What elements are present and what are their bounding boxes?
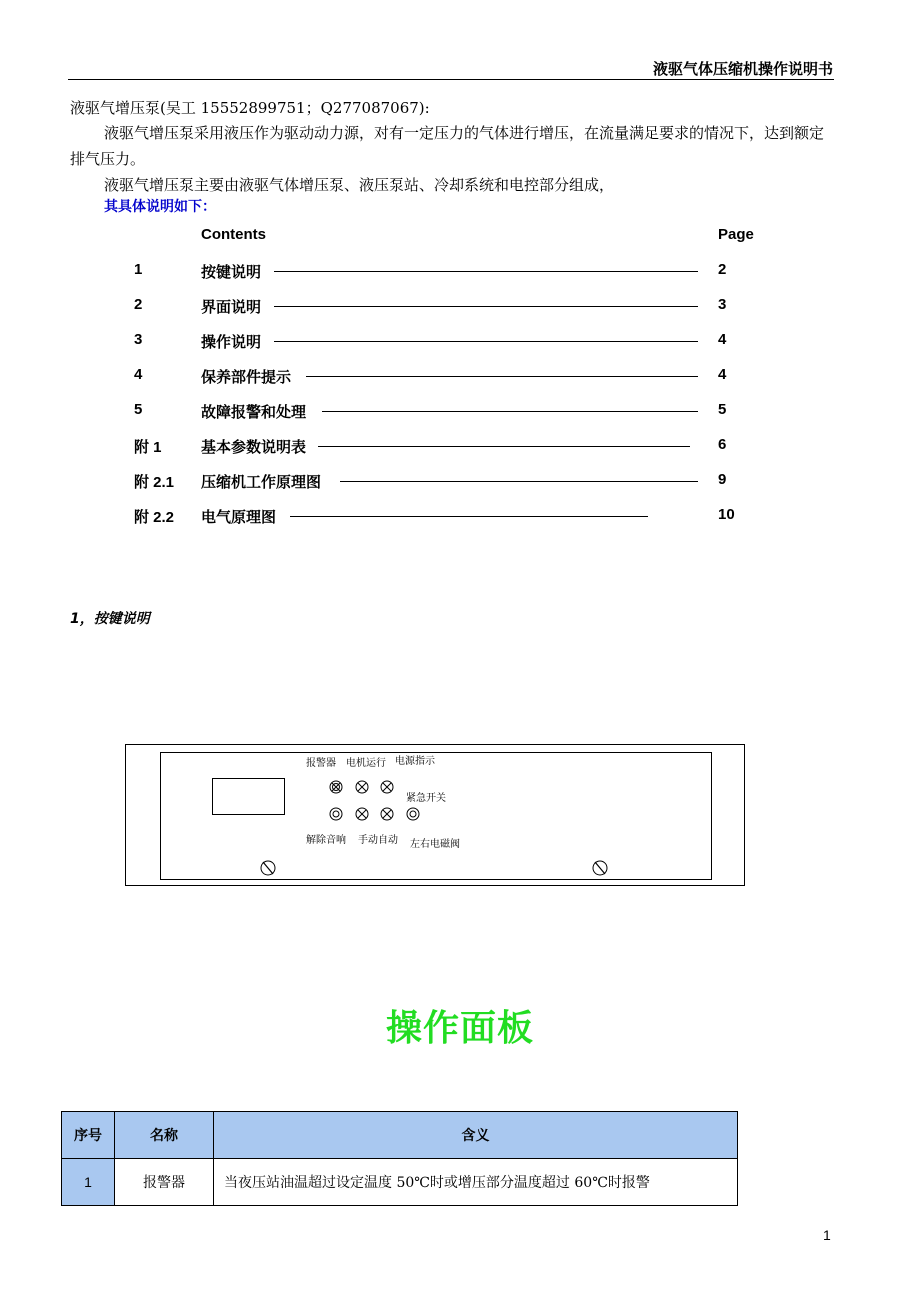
toc-row-page: 5 [718,401,727,418]
intro-line-2: 液驱气增压泵采用液压作为驱动动力源，对有一定压力的气体进行增压，在流量满足要求的情况下，达到额定排气压力。 [70,124,825,168]
panel-label-alarm: 报警器 [306,758,336,769]
toc-row-title: 操作说明 [201,333,262,351]
toc-row-page: 10 [718,506,735,523]
toc-row-page: 3 [718,296,727,313]
intro-line-4: 其具体说明如下： [104,199,216,215]
table-header-no: 序号 [62,1112,115,1159]
toc-page-label: Page [718,226,754,243]
toc-row-number: 1 [134,261,143,278]
intro-line-1: 液驱气增压泵(吴工 15552899751；Q277087067): [70,99,430,117]
toc-row-number: 2 [134,296,143,313]
table-cell-name: 报警器 [115,1159,214,1206]
toc-row-title: 按键说明 [201,263,262,281]
toc-row-title: 界面说明 [201,298,262,316]
toc-row-page: 2 [718,261,727,278]
toc-row-number: 附 1 [134,439,162,456]
toc-row-number: 附 2.1 [134,474,175,491]
panel-screw-left-icon [261,861,275,875]
toc-row-title: 故障报警和处理 [201,403,307,421]
power-lamp-icon [381,781,393,793]
page-number: 1 [823,1227,831,1243]
panel-label-power: 电源指示 [395,756,435,767]
toc-row-page: 4 [718,366,727,383]
toc-row-title: 保养部件提示 [201,368,292,386]
toc-row-title: 压缩机工作原理图 [201,473,322,491]
panel-screw-right-icon [593,861,607,875]
table-header-meaning: 含义 [214,1112,738,1159]
toc-row-title: 电气原理图 [201,508,277,526]
toc-row-page: 6 [718,436,727,453]
document-header-title: 液驱气体压缩机操作说明书 [652,60,833,78]
toc-row-number: 3 [134,331,143,348]
panel-label-manual: 手动自动 [358,835,398,846]
panel-label-valve: 左右电磁阀 [410,839,460,850]
table-row [62,1159,738,1206]
manual-auto-switch-icon[interactable] [356,808,368,820]
panel-label-motor: 电机运行 [346,758,386,769]
panel-label-mute: 解除音响 [306,835,346,846]
table-cell-meaning: 当夜压站油温超过设定温度 50℃时或增压部分温度超过 60℃时报警 [214,1159,738,1206]
emergency-stop-button-icon[interactable] [407,808,419,820]
key-legend-table [61,1111,738,1206]
toc-contents-label: Contents [201,226,266,243]
mute-button-icon[interactable] [330,808,342,820]
toc-row-title: 基本参数说明表 [201,438,307,456]
section-heading: 1，按键说明 [70,611,150,627]
table-header-row [62,1112,738,1159]
table-header-name: 名称 [115,1112,214,1159]
toc-row-number: 5 [134,401,143,418]
alarm-lamp-icon [330,781,342,793]
panel-label-estop: 紧急开关 [406,793,446,804]
toc-row-page: 9 [718,471,727,488]
toc-row-page: 4 [718,331,727,348]
solenoid-valve-switch-icon[interactable] [381,808,393,820]
table-cell-no: 1 [62,1159,115,1206]
panel-caption: 操作面板 [385,1008,534,1049]
intro-line-3: 液驱气增压泵主要由液驱气体增压泵、液压泵站、冷却系统和电控部分组成， [104,176,615,194]
toc-row-number: 附 2.2 [134,509,175,526]
motor-run-lamp-icon [356,781,368,793]
toc-row-number: 4 [134,366,143,383]
